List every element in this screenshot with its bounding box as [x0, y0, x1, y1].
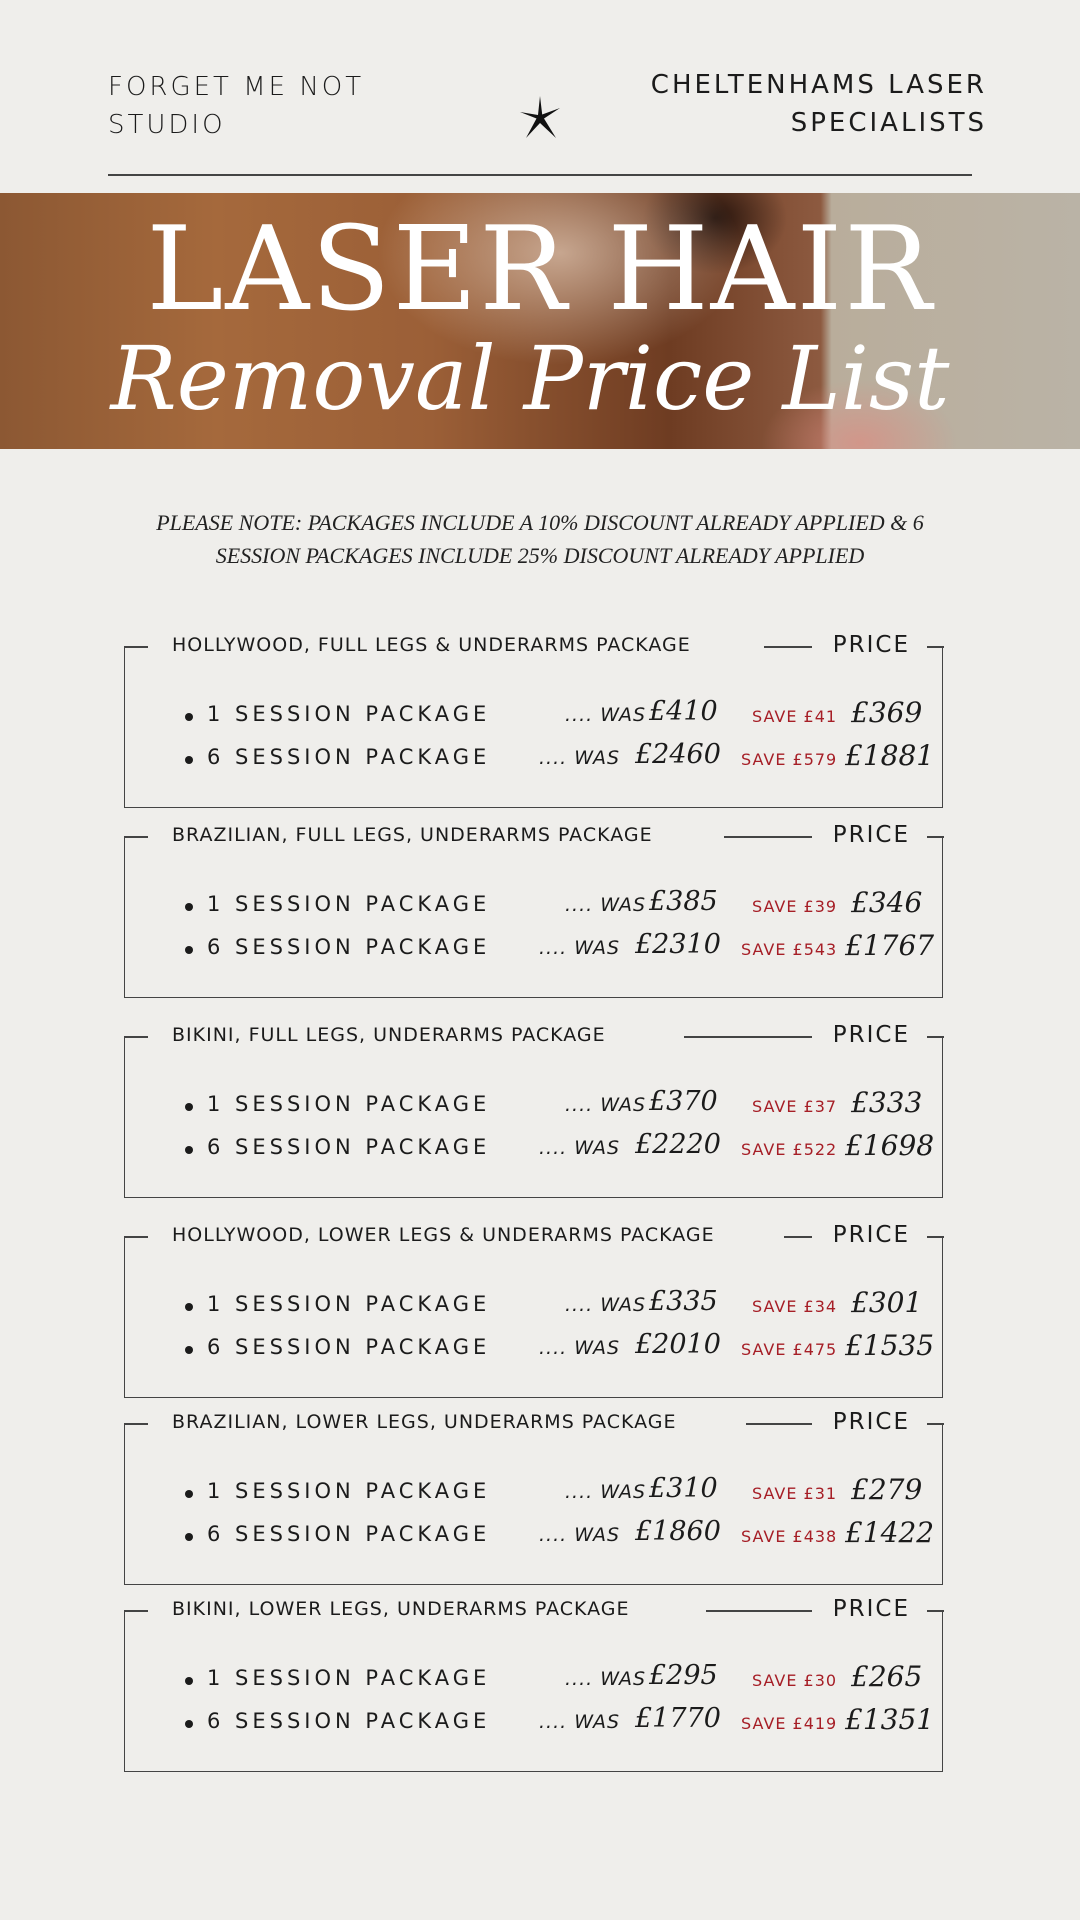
package-border-top-right	[927, 1036, 944, 1038]
was-label: .... WAS	[565, 1481, 647, 1503]
package-card	[124, 822, 943, 998]
price-column-label: PRICE	[832, 1222, 910, 1248]
was-label: .... WAS	[565, 1294, 647, 1316]
bullet-icon	[185, 713, 193, 721]
savings-label: SAVE £41	[752, 707, 838, 726]
price-row	[125, 739, 944, 779]
price-row	[125, 1086, 944, 1126]
savings-label: SAVE £30	[752, 1671, 838, 1690]
original-price: £335	[649, 1286, 718, 1317]
package-card	[124, 1596, 943, 1772]
price-row	[125, 696, 944, 736]
session-label: 6 SESSION PACKAGE	[207, 1335, 491, 1359]
package-price: £369	[851, 696, 923, 729]
package-price: £1422	[845, 1516, 935, 1549]
package-price: £1698	[845, 1129, 935, 1162]
package-title: BIKINI, LOWER LEGS, UNDERARMS PACKAGE	[172, 1598, 630, 1620]
session-label: 1 SESSION PACKAGE	[207, 892, 491, 916]
package-border-top-right	[927, 646, 944, 648]
price-row	[125, 1660, 944, 1700]
header	[0, 0, 1080, 180]
price-row	[125, 1329, 944, 1369]
package-border-top-middle	[724, 836, 812, 838]
business-tagline	[651, 66, 987, 142]
savings-label: SAVE £579	[741, 750, 838, 769]
original-price: £2310	[635, 929, 721, 960]
package-card	[124, 1022, 943, 1198]
original-price: £410	[649, 696, 718, 727]
bullet-icon	[185, 1533, 193, 1541]
savings-label: SAVE £522	[741, 1140, 838, 1159]
package-border-top-middle	[746, 1423, 812, 1425]
price-column-label: PRICE	[832, 1596, 910, 1622]
four-point-star-icon	[516, 94, 564, 142]
bullet-icon	[185, 756, 193, 764]
price-column-label: PRICE	[832, 822, 910, 848]
package-price: £1881	[845, 739, 935, 772]
was-label: .... WAS	[539, 1711, 621, 1733]
discount-note-line2: SESSION PACKAGES INCLUDE 25% DISCOUNT ALREADY APPLIED	[215, 543, 865, 568]
original-price: £2460	[635, 739, 721, 770]
package-price: £279	[851, 1473, 923, 1506]
price-row	[125, 1473, 944, 1513]
business-tagline-line1: CHELTENHAMS LASER	[650, 70, 987, 100]
was-label: .... WAS	[539, 747, 621, 769]
session-label: 1 SESSION PACKAGE	[207, 1479, 491, 1503]
original-price: £310	[649, 1473, 718, 1504]
session-label: 6 SESSION PACKAGE	[207, 935, 491, 959]
studio-name-line2: STUDIO	[108, 110, 226, 140]
package-price: £301	[851, 1286, 923, 1319]
original-price: £1860	[635, 1516, 721, 1547]
session-label: 1 SESSION PACKAGE	[207, 1092, 491, 1116]
original-price: £1770	[635, 1703, 721, 1734]
session-label: 6 SESSION PACKAGE	[207, 1522, 491, 1546]
price-row	[125, 1703, 944, 1743]
was-label: .... WAS	[539, 1337, 621, 1359]
package-border-top-right	[927, 1236, 944, 1238]
hero-banner	[0, 193, 1080, 449]
original-price: £385	[649, 886, 718, 917]
savings-label: SAVE £475	[741, 1340, 838, 1359]
session-label: 6 SESSION PACKAGE	[207, 1709, 491, 1733]
business-tagline-line2: SPECIALISTS	[790, 108, 987, 138]
package-border-top-left	[124, 836, 148, 838]
bullet-icon	[185, 946, 193, 954]
package-border-top-left	[124, 1236, 148, 1238]
package-border-top-middle	[764, 646, 812, 648]
savings-label: SAVE £419	[741, 1714, 838, 1733]
package-card	[124, 1222, 943, 1398]
package-border-top-left	[124, 1423, 148, 1425]
banner-title: LASER HAIR	[146, 202, 934, 337]
session-label: 1 SESSION PACKAGE	[207, 1666, 491, 1690]
was-label: .... WAS	[539, 1524, 621, 1546]
savings-label: SAVE £34	[752, 1297, 838, 1316]
package-border-top-middle	[784, 1236, 812, 1238]
bullet-icon	[185, 1677, 193, 1685]
header-divider	[108, 174, 972, 176]
price-row	[125, 886, 944, 926]
session-label: 6 SESSION PACKAGE	[207, 1135, 491, 1159]
price-column-label: PRICE	[832, 1022, 910, 1048]
package-title: BRAZILIAN, LOWER LEGS, UNDERARMS PACKAGE	[172, 1411, 677, 1433]
package-border-top-left	[124, 1036, 148, 1038]
package-card	[124, 632, 943, 808]
was-label: .... WAS	[565, 1668, 647, 1690]
package-border-top-right	[927, 836, 944, 838]
session-label: 1 SESSION PACKAGE	[207, 1292, 491, 1316]
original-price: £370	[649, 1086, 718, 1117]
package-title: BIKINI, FULL LEGS, UNDERARMS PACKAGE	[172, 1024, 606, 1046]
package-price: £333	[851, 1086, 923, 1119]
savings-label: SAVE £438	[741, 1527, 838, 1546]
package-title: HOLLYWOOD, LOWER LEGS & UNDERARMS PACKAGE	[172, 1224, 715, 1246]
savings-label: SAVE £543	[741, 940, 838, 959]
session-label: 6 SESSION PACKAGE	[207, 745, 491, 769]
package-border-top-left	[124, 1610, 148, 1612]
original-price: £2220	[635, 1129, 721, 1160]
package-price: £1535	[845, 1329, 935, 1362]
price-row	[125, 1129, 944, 1169]
package-price: £1351	[845, 1703, 935, 1736]
was-label: .... WAS	[539, 1137, 621, 1159]
price-row	[125, 929, 944, 969]
original-price: £2010	[635, 1329, 721, 1360]
bullet-icon	[185, 1720, 193, 1728]
was-label: .... WAS	[565, 894, 647, 916]
savings-label: SAVE £39	[752, 897, 838, 916]
package-border-top-right	[927, 1423, 944, 1425]
price-column-label: PRICE	[832, 632, 910, 658]
banner-subtitle: Removal Price List	[110, 327, 950, 430]
original-price: £295	[649, 1660, 718, 1691]
was-label: .... WAS	[565, 704, 647, 726]
savings-label: SAVE £37	[752, 1097, 838, 1116]
package-border-top-middle	[684, 1036, 812, 1038]
studio-name	[108, 68, 364, 144]
package-title: BRAZILIAN, FULL LEGS, UNDERARMS PACKAGE	[172, 824, 653, 846]
bullet-icon	[185, 1303, 193, 1311]
package-price: £265	[851, 1660, 923, 1693]
package-price: £346	[851, 886, 923, 919]
session-label: 1 SESSION PACKAGE	[207, 702, 491, 726]
package-card	[124, 1409, 943, 1585]
price-row	[125, 1286, 944, 1326]
discount-note	[120, 506, 960, 572]
package-title: HOLLYWOOD, FULL LEGS & UNDERARMS PACKAGE	[172, 634, 691, 656]
was-label: .... WAS	[565, 1094, 647, 1116]
package-border-top-middle	[706, 1610, 812, 1612]
discount-note-line1: PLEASE NOTE: PACKAGES INCLUDE A 10% DISCOUNT ALREADY APPLIED & 6	[156, 510, 924, 535]
was-label: .... WAS	[539, 937, 621, 959]
savings-label: SAVE £31	[752, 1484, 838, 1503]
package-border-top-left	[124, 646, 148, 648]
bullet-icon	[185, 1146, 193, 1154]
bullet-icon	[185, 1103, 193, 1111]
bullet-icon	[185, 1490, 193, 1498]
price-row	[125, 1516, 944, 1556]
studio-name-line1: FORGET ME NOT	[108, 72, 365, 102]
price-column-label: PRICE	[832, 1409, 910, 1435]
package-border-top-right	[927, 1610, 944, 1612]
bullet-icon	[185, 903, 193, 911]
package-price: £1767	[845, 929, 935, 962]
bullet-icon	[185, 1346, 193, 1354]
